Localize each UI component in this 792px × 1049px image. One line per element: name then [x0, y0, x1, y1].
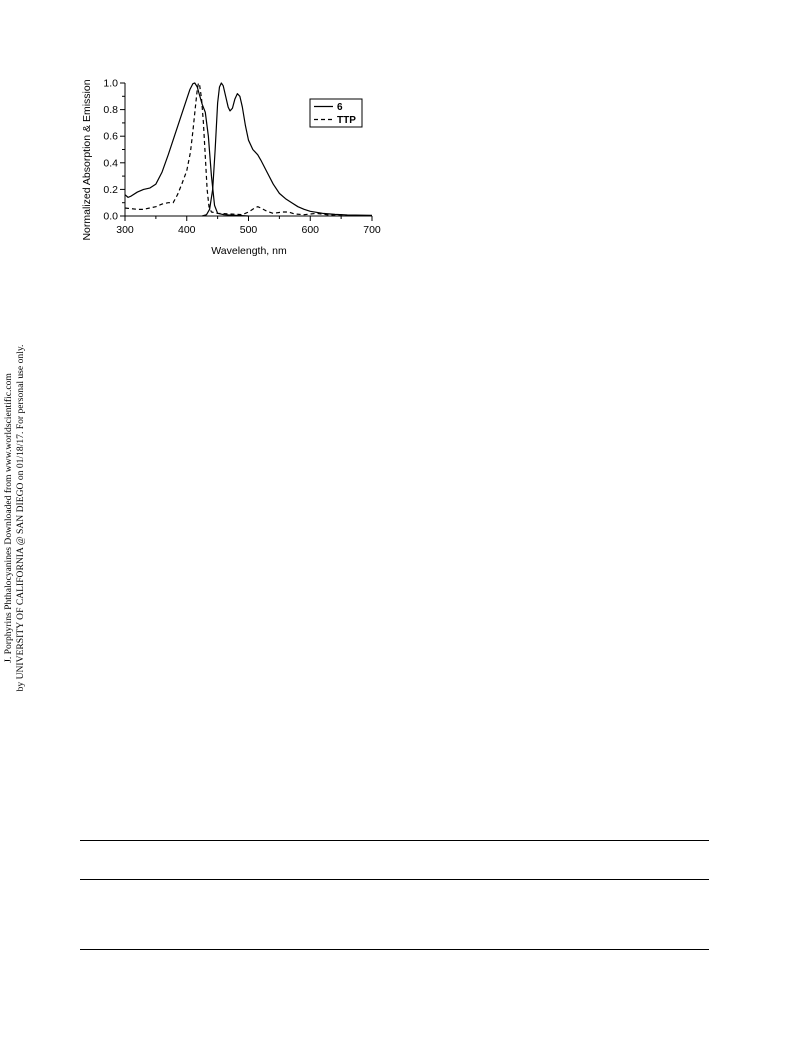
download-notice-line-2: by UNIVERSITY OF CALIFORNIA @ SAN DIEGO on 01/18/17. For personal use only.: [15, 344, 26, 692]
x-tick-label: 700: [363, 224, 381, 236]
x-tick-label: 500: [239, 224, 258, 236]
legend-label-6: 6: [337, 102, 343, 113]
x-tick-label: 400: [177, 224, 196, 236]
y-tick-label: 0.0: [103, 210, 118, 223]
legend: [310, 99, 362, 127]
download-notice-line-1: J. Porphyrins Phthalocyanines Downloaded from www.worldscientific.com: [3, 373, 14, 663]
horizontal-rule-3: [80, 949, 709, 950]
y-tick-label: 0.6: [103, 130, 118, 143]
x-axis-label: Wavelength, nm: [211, 245, 287, 257]
horizontal-rule-1: [80, 840, 709, 841]
y-axis-label: Normalized Absorption & Emission: [81, 79, 93, 241]
y-tick-label: 1.0: [103, 77, 118, 90]
download-notice: [3, 318, 43, 718]
series-line-6-absorption: [125, 83, 249, 216]
x-tick-label: 600: [301, 224, 320, 236]
y-tick-label: 0.2: [103, 183, 118, 196]
horizontal-rule-2: [80, 879, 709, 880]
x-tick-label: 300: [116, 224, 134, 236]
legend-label-ttp: TTP: [337, 115, 356, 126]
y-tick-label: 0.8: [103, 104, 118, 117]
y-tick-label: 0.4: [103, 157, 118, 170]
